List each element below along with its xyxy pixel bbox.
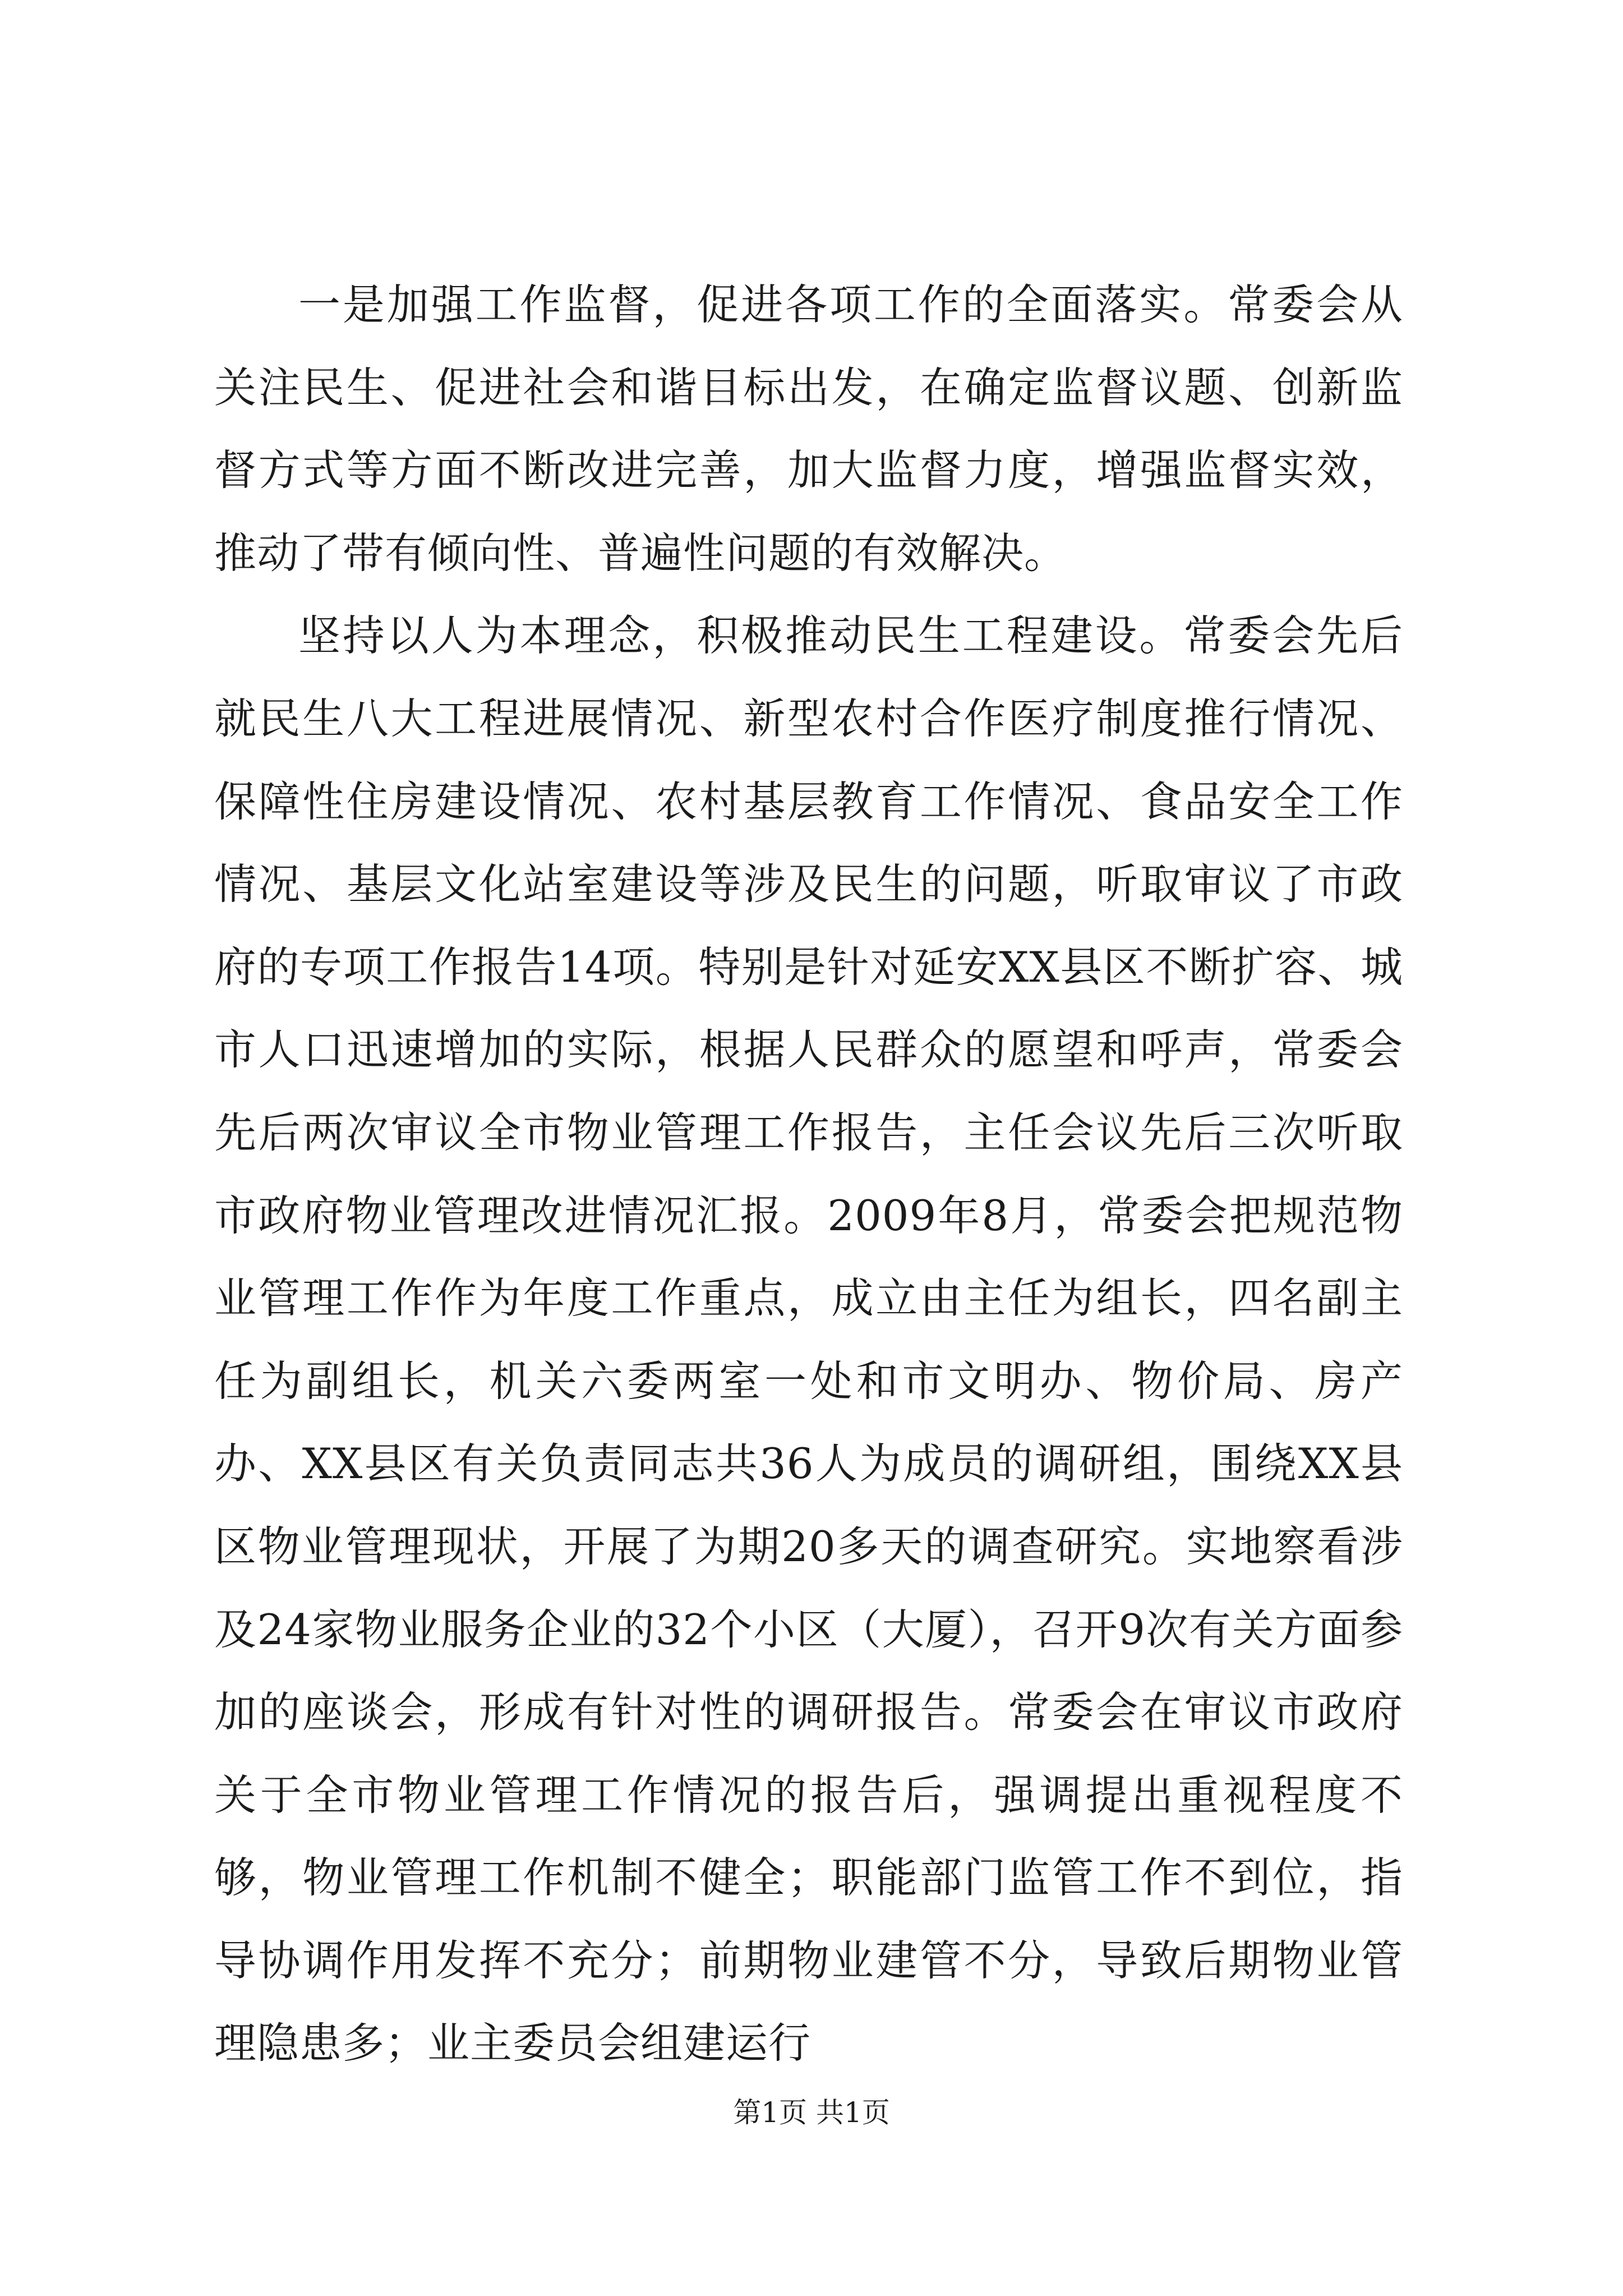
page-footer: 第1页 共1页 — [733, 2096, 890, 2129]
paragraph-2: 坚持以人为本理念，积极推动民生工程建设。常委会先后就民生八大工程进展情况、新型农村合作医疗制度推行情况、保障性住房建设情况、农村基层教育工作情况、食品安全工作情况、基层文化站室建设等涉及民生的问题，听取审议了市政府的专项工作报告14项。特别是针对延安XX县区不断扩容、城市人口迅速增加的实际，根据人民群众的愿望和呼声，常委会先后两次审议全市物业管理工作报告，主任会议先后三次听取市政府物业管理改进情况汇报。2009年8月，常委会把规范物业管理工作作为年度工作重点，成立由主任为组长，四名副主任为副组长，机关六委两室一处和市文明办、物价局、房产办、XX县区有关负责同志共36人为成员的调研组，围绕XX县区物业管理现状，开展了为期20多天的调查研究。实地察看涉及24家物业服务企业的32个小区（大厦），召开9次有关方面参加的座谈会，形成有针对性的调研报告。常委会在审议市政府关于全市物业管理工作情况的报告后，强调提出重视程度不够，物业管理工作机制不健全；职能部门监管工作不到位，指导协调作用发挥不充分；前期物业建管不分，导致后期物业管理隐患多；业主委员会组建运行 — [214, 611, 1403, 2068]
document-body — [214, 264, 1403, 2085]
paragraph-1: 一是加强工作监督，促进各项工作的全面落实。常委会从关注民生、促进社会和谐目标出发，在确定监督议题、创新监督方式等方面不断改进完善，加大监督力度，增强监督实效，推动了带有倾向性、普遍性问题的有效解决。 — [214, 280, 1403, 578]
